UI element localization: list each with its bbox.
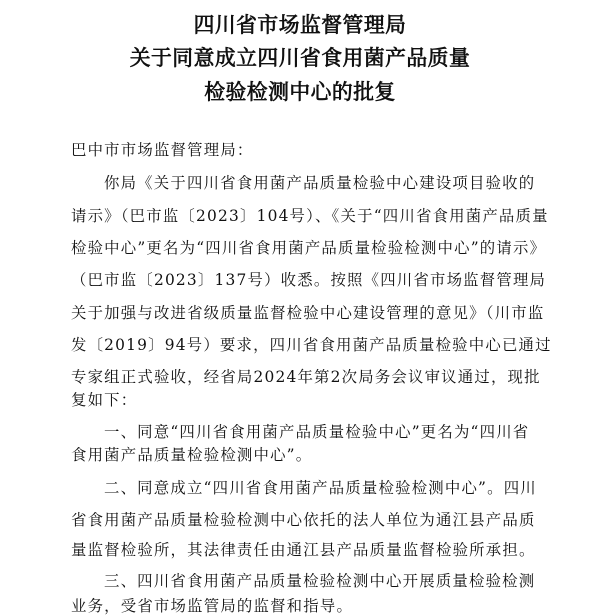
body-line-2: 请示》（巴市监〔2023〕104号）、《关于“四川省食用菌产品质量	[71, 207, 549, 225]
body-line-13: 量监督检验所，其法律责任由通江县产品质量监督检验所承担。	[71, 541, 536, 559]
body-line-9: 一、同意“四川省食用菌产品质量检验中心”更名为“四川省	[104, 423, 530, 441]
body-line-4: （巴市监〔2023〕137号）收悉。按照《四川省市场监督管理局	[71, 271, 547, 289]
document-title-line-3: 检验检测中心的批复	[204, 80, 396, 104]
body-line-7: 专家组正式验收，经省局2024年第2次局务会议审议通过，现批	[71, 368, 541, 386]
body-line-10: 食用菌产品质量检验检测中心”。	[71, 446, 313, 464]
body-line-12: 省食用菌产品质量检验检测中心依托的法人单位为通江县产品质	[71, 511, 536, 529]
body-line-15: 业务，受省市场监管局的监督和指导。	[71, 597, 354, 615]
document-title-line-2: 关于同意成立四川省食用菌产品质量	[129, 46, 471, 70]
addressee: 巴中市市场监督管理局：	[71, 141, 254, 159]
body-line-11: 二、同意成立“四川省食用菌产品质量检验检测中心”。四川	[104, 479, 537, 497]
body-line-5: 关于加强与改进省级质量监督检验中心建设管理的意见》（川市监	[71, 304, 545, 322]
body-line-8: 复如下：	[71, 391, 138, 409]
body-line-3: 检验中心”更名为“四川省食用菌产品质量检验检测中心”的请示》	[71, 239, 547, 257]
body-line-6: 发〔2019〕94号）要求，四川省食用菌产品质量检验中心已通过	[71, 336, 552, 354]
body-line-1: 你局《关于四川省食用菌产品质量检验中心建设项目验收的	[104, 174, 536, 192]
body-line-14: 三、四川省食用菌产品质量检验检测中心开展质量检验检测	[104, 572, 536, 590]
document-title-line-1: 四川省市场监督管理局	[193, 13, 407, 37]
